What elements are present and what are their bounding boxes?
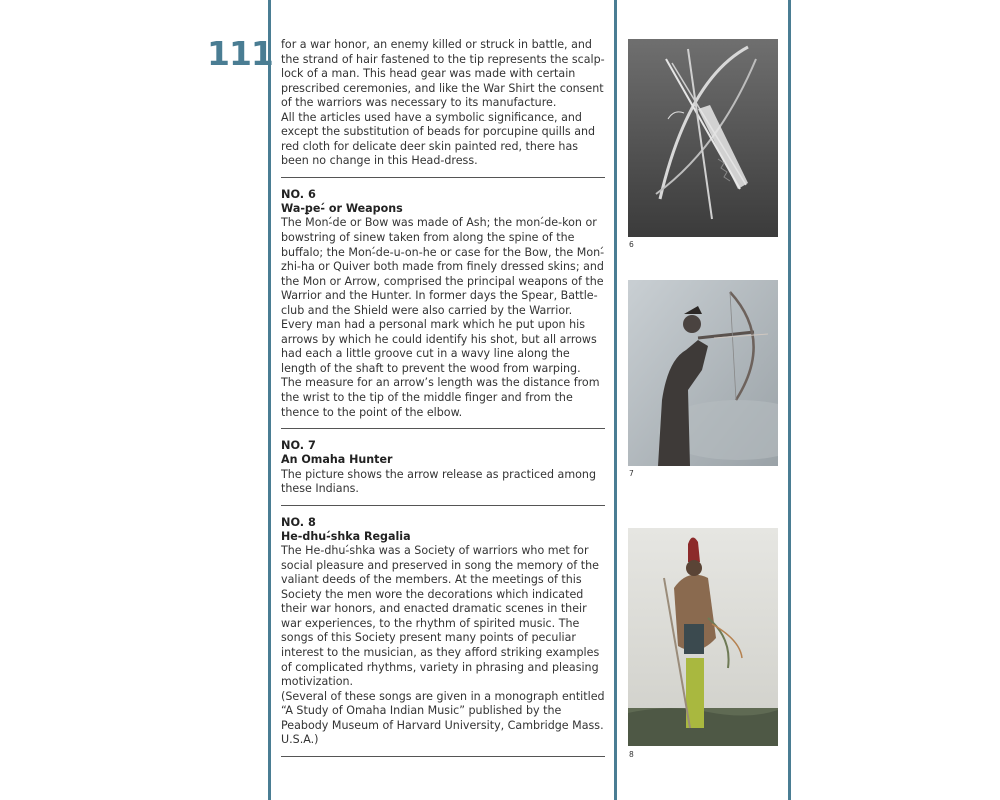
- section-paragraph: The He-dhu-́shka was a Society of warriors who met for social pleasure and preserved in song the memory of the valiant deeds of the members. At the meetings of this Society the men wore the decorations which indicated their war honors, and enacted dramatic scenes in their war experiences, to the rhythm of spirited music. The songs of this Society present many points of peculiar interest to the musician, as they afford striking examples of complicated rhythms, variety in phrasing and pleasing motivization.: [281, 544, 600, 689]
- bow-and-arrows-photo: [628, 39, 778, 237]
- section-no-6: [281, 187, 605, 420]
- hedhushka-regalia-photo: [628, 528, 778, 746]
- section-paragraph: The picture shows the arrow release as practiced among these Indians.: [281, 467, 596, 496]
- section-paragraph: The measure for an arrow’s length was the distance from the wrist to the tip of the middle finger and from the thence to the point of the elbow.: [281, 376, 600, 419]
- section-number: NO. 7: [281, 439, 316, 453]
- text-column: [281, 38, 605, 766]
- intro-paragraph-1: for a war honor, an enemy killed or struck in battle, and the strand of hair fastened to the tip represents the scalp-lock of a man. This head gear was made with certain prescribed ceremonies, and like the War Shirt the consent of the warriors was necessary to its manufacture.: [281, 38, 605, 110]
- intro-paragraph-2: All the articles used have a symbolic significance, and except the substitution of beads for porcupine quills and red cloth for delicate deer skin painted red, there has been no change in this Head-dress.: [281, 110, 596, 168]
- section-number: NO. 8: [281, 515, 316, 529]
- section-title: Wa-ꝑe-́ or Weapons: [281, 201, 403, 215]
- section-divider: [281, 756, 605, 757]
- section-title: He-dhu-́shka Regalia: [281, 529, 411, 543]
- section-no-7: [281, 438, 605, 497]
- section-paragraph: (Several of these songs are given in a monograph entitled “A Study of Omaha Indian Music” published by the Peabody Museum of Harvard University, Cambridge Mass. U.S.A.): [281, 689, 605, 747]
- figure-caption: 6: [629, 240, 634, 249]
- right-margin-rule: [788, 0, 791, 800]
- section-paragraph: The Mon-́de or Bow was made of Ash; the mon-́de-kon or bowstring of sinew taken from along the spine of the buffalo; the Mon-́de-u-on-he or case for the Bow, the Mon-́zhi-ha or Quiver both made from finely dressed skins; and the Mon or Arrow, comprised the principal weapons of the Warrior and the Hunter. In former days the Spear, Battle-club and the Shield were also carried by the Warrior. Every man had a personal mark which he put upon his arrows by which he could identify his shot, but all arrows had each a little groove cut in a wavy line along the length of the shaft to prevent the wood from warping.: [281, 216, 605, 375]
- figure-caption: 8: [629, 750, 634, 759]
- section-title: An Omaha Hunter: [281, 453, 393, 467]
- omaha-hunter-photo: [628, 280, 778, 466]
- section-divider: [281, 428, 605, 429]
- section-divider: [281, 505, 605, 506]
- figure-caption: 7: [629, 469, 634, 478]
- section-no-8: [281, 515, 605, 748]
- left-margin-rule: [268, 0, 271, 800]
- section-number: NO. 6: [281, 187, 316, 201]
- page-number: 111: [207, 34, 273, 73]
- center-column-rule: [614, 0, 617, 800]
- section-divider: [281, 177, 605, 178]
